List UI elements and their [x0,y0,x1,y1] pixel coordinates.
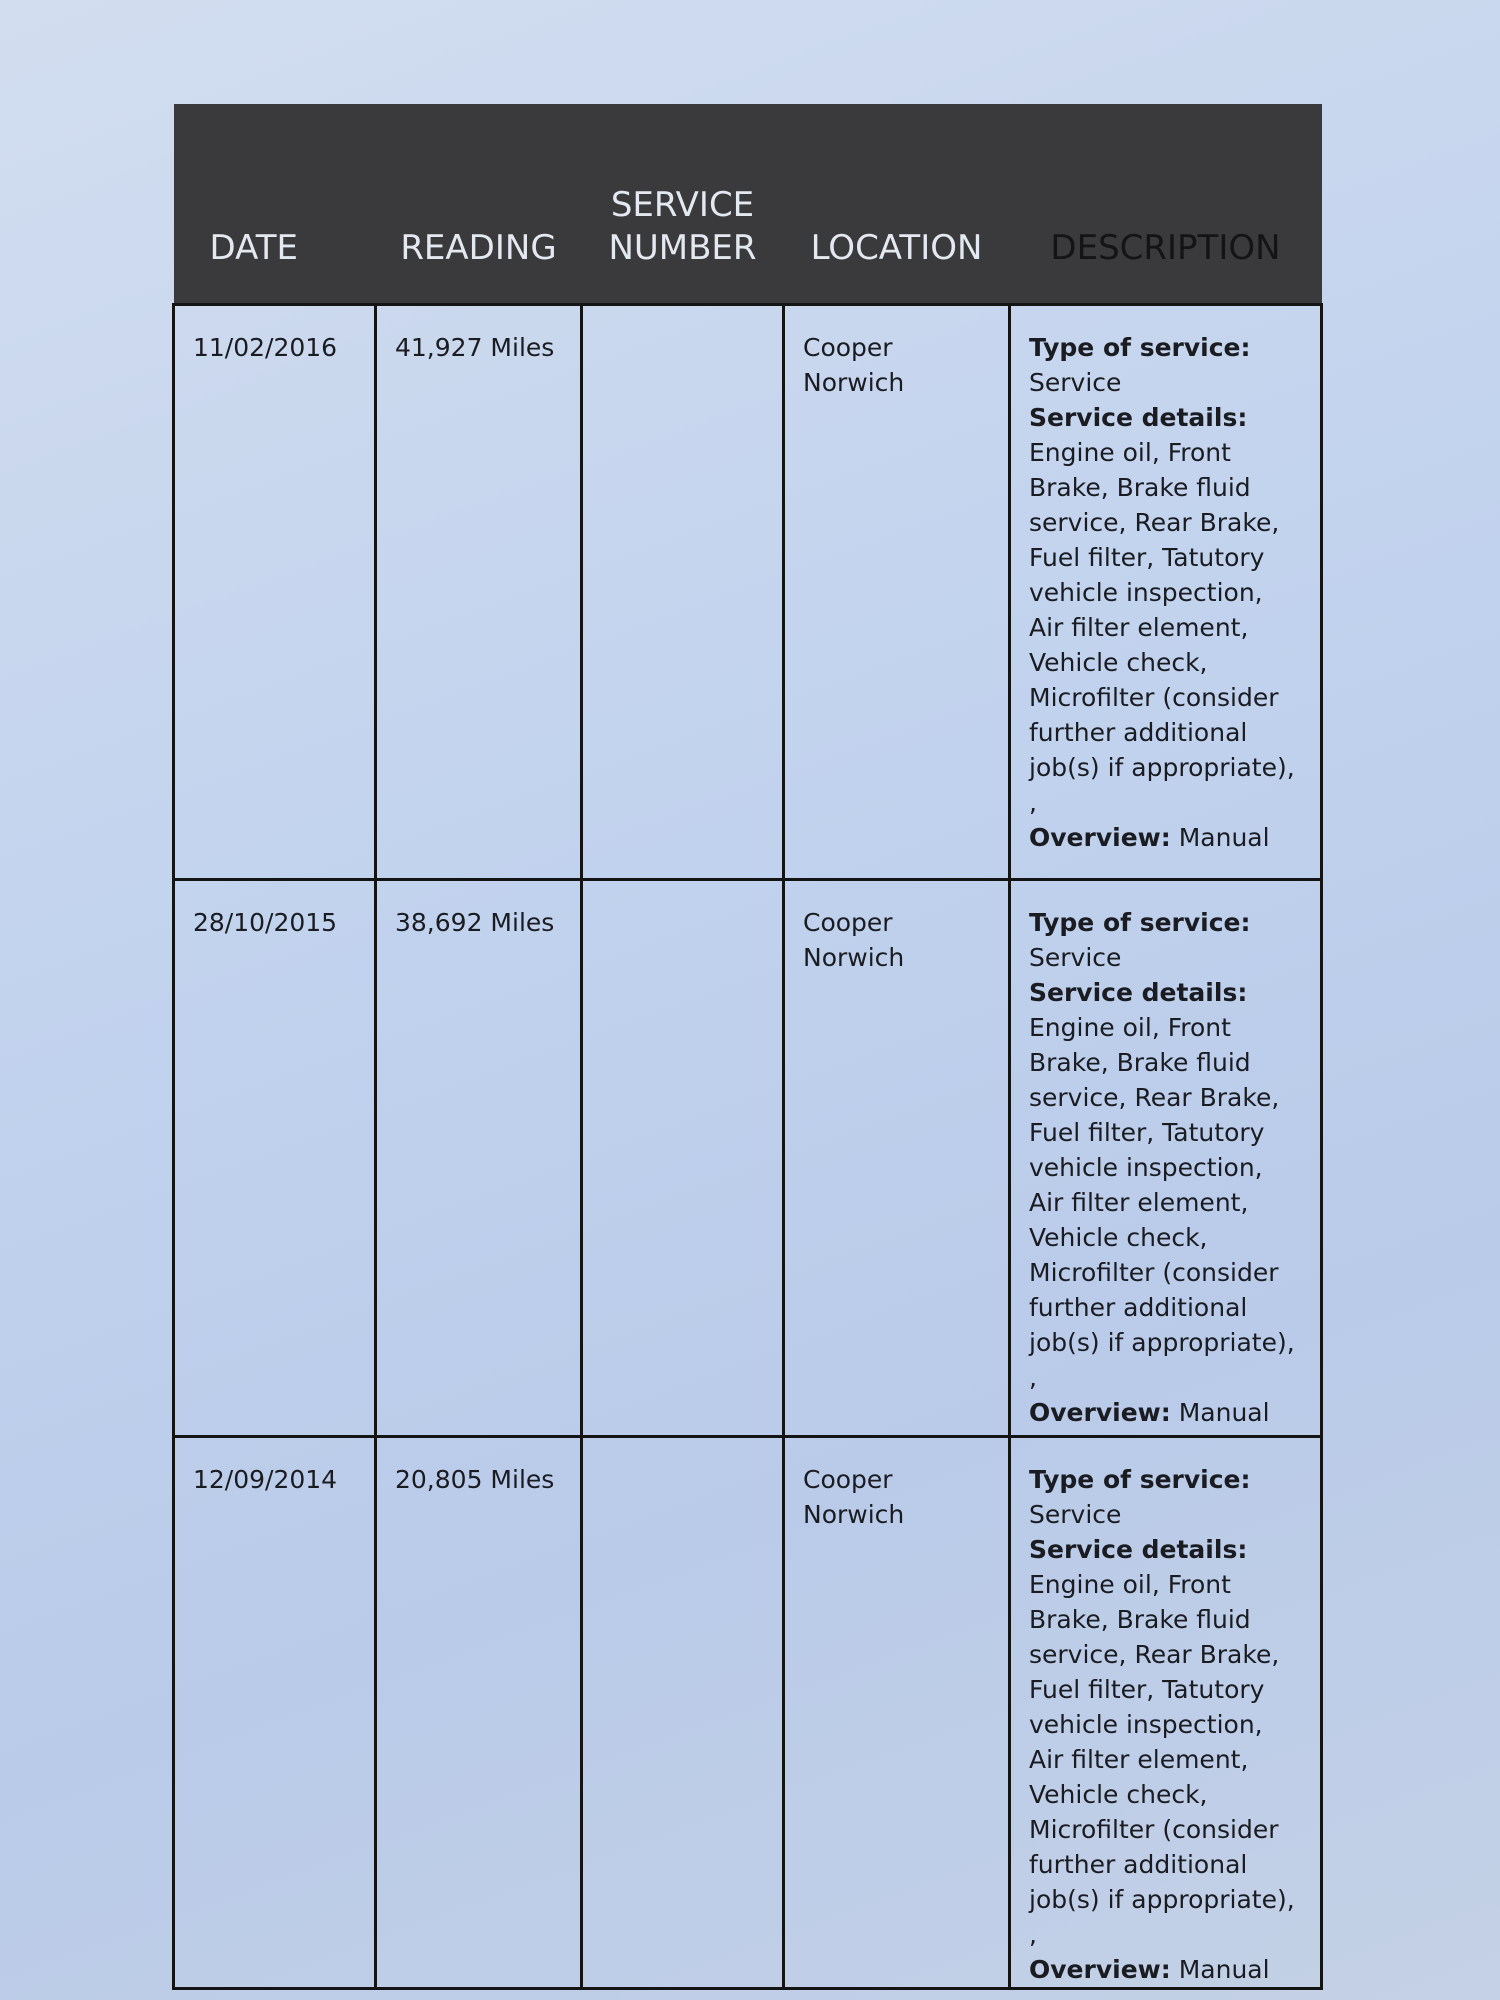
cell-reading: 41,927 Miles [376,305,582,880]
header-date: DATE [174,104,376,305]
cell-location: Cooper Norwich [784,880,1010,1437]
cell-service-number [582,880,784,1437]
type-of-service-value: Service [1029,943,1122,972]
table-body [174,305,1322,1989]
service-details-label: Service details: [1029,403,1248,432]
comma-line: , [1029,1920,1037,1949]
table-header [174,104,1322,305]
type-of-service-value: Service [1029,1500,1122,1529]
cell-reading: 38,692 Miles [376,880,582,1437]
header-location: LOCATION [784,104,1010,305]
overview-value: Manual [1178,1398,1270,1427]
overview-value: Manual [1178,823,1270,852]
cell-date: 28/10/2015 [174,880,376,1437]
table-row [174,880,1322,1437]
cell-reading: 20,805 Miles [376,1437,582,1989]
service-details-value: Engine oil, Front Brake, Brake fluid service, Rear Brake, Fuel filter, Tatutory vehicle inspection, Air filter element, Vehicle check, Microfilter (consider further additional job(s) if appropriate), [1029,1570,1295,1914]
comma-line: , [1029,788,1037,817]
cell-description [1010,1437,1322,1989]
header-service-number-line2: NUMBER [608,227,757,268]
type-of-service-value: Service [1029,368,1122,397]
overview-label: Overview: [1029,1398,1171,1427]
overview-line [1029,1952,1304,1987]
service-history-table [172,104,1323,1990]
type-of-service-label: Type of service: [1029,908,1251,937]
table-row [174,1437,1322,1989]
header-reading: READING [376,104,582,305]
cell-service-number [582,1437,784,1989]
cell-service-number [582,305,784,880]
comma-line: , [1029,1363,1037,1392]
overview-label: Overview: [1029,1955,1171,1984]
overview-line [1029,820,1304,855]
service-details-value: Engine oil, Front Brake, Brake fluid service, Rear Brake, Fuel filter, Tatutory vehicle inspection, Air filter element, Vehicle check, Microfilter (consider further additional job(s) if appropriate), [1029,438,1295,782]
type-of-service-label: Type of service: [1029,333,1251,362]
header-row [174,104,1322,305]
service-details-label: Service details: [1029,1535,1248,1564]
overview-value: Manual [1178,1955,1270,1984]
overview-label: Overview: [1029,823,1171,852]
cell-description [1010,305,1322,880]
header-service-number-line1: SERVICE [610,185,755,225]
service-details-label: Service details: [1029,978,1248,1007]
header-description: DESCRIPTION [1010,104,1322,305]
cell-date: 12/09/2014 [174,1437,376,1989]
service-details-value: Engine oil, Front Brake, Brake fluid service, Rear Brake, Fuel filter, Tatutory vehicle inspection, Air filter element, Vehicle check, Microfilter (consider further additional job(s) if appropriate), [1029,1013,1295,1357]
cell-description [1010,880,1322,1437]
cell-date: 11/02/2016 [174,305,376,880]
overview-line [1029,1395,1304,1430]
table-row [174,305,1322,880]
type-of-service-label: Type of service: [1029,1465,1251,1494]
header-service-number [582,104,784,305]
cell-location: Cooper Norwich [784,1437,1010,1989]
cell-location: Cooper Norwich [784,305,1010,880]
